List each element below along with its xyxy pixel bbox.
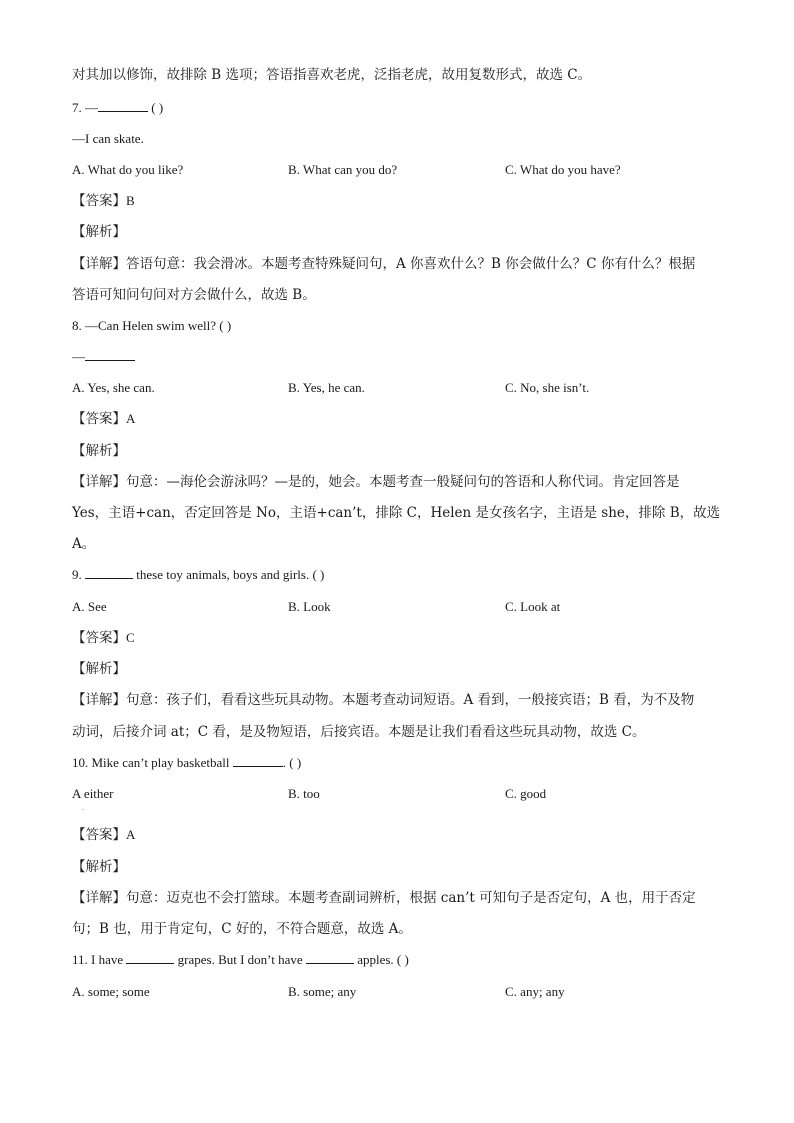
carry-over-sentence: 对其加以修饰，故排除 B 选项；答语指喜欢老虎，泛指老虎，故用复数形式，故选 C。 bbox=[72, 67, 592, 83]
question-8-text: 8. —Can Helen swim well? ( ) bbox=[72, 318, 232, 333]
answer-value: A bbox=[126, 411, 136, 426]
question-9-text: these toy animals, boys and girls. ( ) bbox=[133, 567, 325, 582]
option-b: B. Look bbox=[288, 599, 331, 614]
answer-label: 【答案】 bbox=[72, 411, 126, 427]
question-9-detail-cont bbox=[72, 722, 722, 742]
analysis-label: 【解析】 bbox=[72, 661, 126, 677]
option-a: A. See bbox=[72, 599, 107, 614]
option-c: C. good bbox=[505, 786, 547, 801]
option-a: A. What do you like? bbox=[72, 162, 184, 177]
question-7 bbox=[72, 98, 722, 118]
answer-value: B bbox=[126, 193, 135, 208]
option-b: B. too bbox=[288, 786, 320, 801]
analysis-label: 【解析】 bbox=[72, 443, 126, 459]
answer-blank-2 bbox=[306, 950, 354, 964]
question-10-answer bbox=[72, 825, 722, 845]
option-b: B. some; any bbox=[288, 984, 357, 999]
detail-text: A。 bbox=[72, 536, 96, 552]
detail-label: 【详解】 bbox=[72, 890, 126, 906]
question-8-detail-cont bbox=[72, 503, 722, 523]
detail-text: 动词，后接介词 at；C 看，是及物短语，后接宾语。本题是让我们看看这些玩具动物，故选 C。 bbox=[72, 724, 646, 740]
answer-blank bbox=[85, 565, 133, 579]
question-7-detail-cont bbox=[72, 285, 722, 305]
question-7-answer bbox=[72, 191, 722, 211]
answer-blank bbox=[85, 347, 135, 361]
carry-over-text bbox=[72, 65, 722, 85]
option-c: C. What do you have? bbox=[505, 162, 621, 177]
answer-value: A bbox=[126, 827, 136, 842]
option-a: A. some; some bbox=[72, 984, 150, 999]
question-8-detail bbox=[72, 472, 722, 492]
detail-text: Yes，主语+can，否定回答是 No，主语+can’t，排除 C，Helen 是女孩名字，主语是 she，排除 B，故选 bbox=[72, 505, 721, 521]
question-8-analysis bbox=[72, 441, 722, 461]
option-a: A. Yes, she can. bbox=[72, 380, 155, 395]
answer-label: 【答案】 bbox=[72, 193, 126, 209]
answer-label: 【答案】 bbox=[72, 630, 126, 646]
question-10-analysis bbox=[72, 857, 722, 877]
answer-blank-1 bbox=[126, 950, 174, 964]
option-b: B. What can you do? bbox=[288, 162, 398, 177]
analysis-label: 【解析】 bbox=[72, 859, 126, 875]
question-8-reply-prefix: — bbox=[72, 349, 85, 364]
question-10 bbox=[72, 753, 722, 773]
option-b: B. Yes, he can. bbox=[288, 380, 365, 395]
question-7-reply bbox=[72, 129, 722, 149]
stray-mark: . bbox=[82, 805, 84, 812]
question-7-number: 7. — bbox=[72, 100, 98, 115]
option-c: C. any; any bbox=[505, 984, 565, 999]
detail-label: 【详解】 bbox=[72, 256, 126, 272]
detail-text: 句意：迈克也不会打篮球。本题考查副词辨析，根据 can’t 可知句子是否定句，A 也，用于否定 bbox=[126, 890, 696, 906]
question-10-detail bbox=[72, 888, 722, 908]
question-8-detail-end bbox=[72, 534, 722, 554]
question-7-analysis bbox=[72, 222, 722, 242]
question-7-reply-text: —I can skate. bbox=[72, 131, 144, 146]
question-11-number: 11. I have bbox=[72, 952, 127, 967]
detail-label: 【详解】 bbox=[72, 692, 126, 708]
detail-text: 句意：孩子们，看看这些玩具动物。本题考查动词短语。A 看到，一般接宾语；B 看，为不及物 bbox=[126, 692, 695, 708]
detail-label: 【详解】 bbox=[72, 474, 126, 490]
answer-blank bbox=[233, 753, 283, 767]
option-a: A either bbox=[72, 786, 114, 801]
answer-value: C bbox=[126, 630, 135, 645]
analysis-label: 【解析】 bbox=[72, 224, 126, 240]
detail-text: 答语句意：我会滑冰。本题考查特殊疑问句，A 你喜欢什么？B 你会做什么？C 你有什么？根据 bbox=[126, 256, 696, 272]
question-9-detail bbox=[72, 690, 722, 710]
question-10-text: 10. Mike can’t play basketball bbox=[72, 755, 233, 770]
question-9 bbox=[72, 565, 722, 585]
option-c: C. No, she isn’t. bbox=[505, 380, 590, 395]
question-7-detail bbox=[72, 254, 722, 274]
question-8-answer bbox=[72, 409, 722, 429]
question-10-detail-cont bbox=[72, 919, 722, 939]
question-11 bbox=[72, 950, 722, 970]
question-9-answer bbox=[72, 628, 722, 648]
question-9-analysis bbox=[72, 659, 722, 679]
question-7-tail: ( ) bbox=[148, 100, 164, 115]
answer-label: 【答案】 bbox=[72, 827, 126, 843]
option-c: C. Look at bbox=[505, 599, 561, 614]
question-10-tail: . ( ) bbox=[282, 755, 302, 770]
question-11-tail: apples. ( ) bbox=[353, 952, 409, 967]
question-9-number: 9. bbox=[72, 567, 85, 582]
detail-text: 句意：—海伦会游泳吗？—是的，她会。本题考查一般疑问句的答语和人称代词。肯定回答是 bbox=[126, 474, 680, 490]
question-8 bbox=[72, 316, 722, 336]
question-11-middle: grapes. But I don’t have bbox=[174, 952, 306, 967]
detail-text: 答语可知问句问对方会做什么，故选 B。 bbox=[72, 287, 316, 303]
detail-text: 句；B 也，用于肯定句，C 好的，不符合题意，故选 A。 bbox=[72, 921, 412, 937]
answer-blank bbox=[98, 98, 148, 112]
question-8-reply bbox=[72, 347, 722, 367]
